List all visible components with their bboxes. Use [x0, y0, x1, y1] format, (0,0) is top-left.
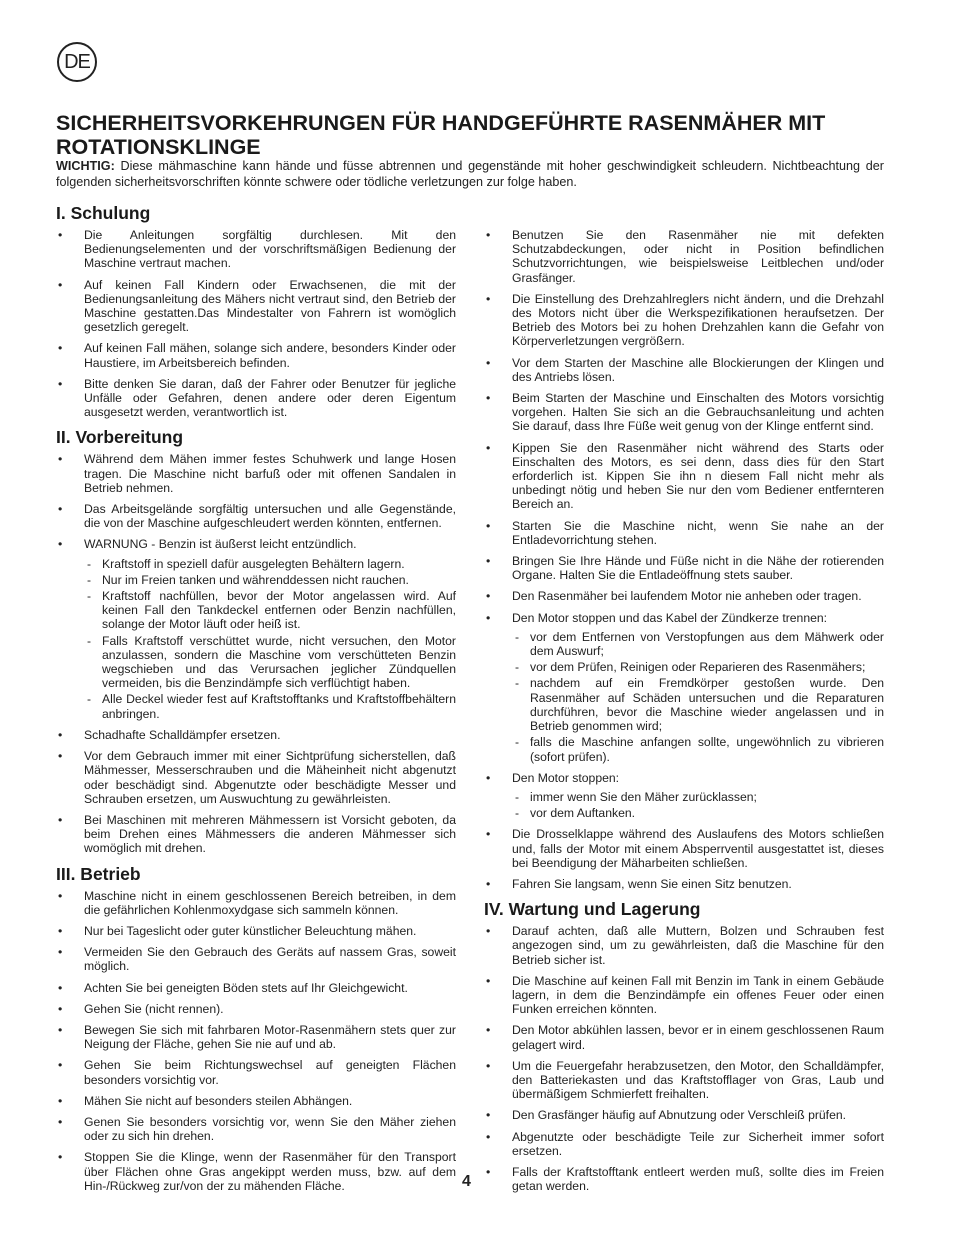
- list-item: • Mähen Sie nicht auf besonders steilen Abhängen.: [56, 1094, 456, 1108]
- left-column: [56, 202, 456, 1200]
- list-item: • Während dem Mähen immer festes Schuhwerk und lange Hosen tragen. Die Maschine nicht barfuß oder mit offenen Sandalen in Betrieb nehmen.: [56, 452, 456, 495]
- page-number: 4: [462, 1173, 471, 1190]
- list-item: • Die Einstellung des Drehzahlreglers nicht ändern, und die Drehzahl des Motors nicht über die Werkspezifikationen heraufsetzen. Der Betrieb des Motors bei zu hohen Drehzahlen kann die Gefahr von Körperverletzungen vergrößern.: [484, 292, 884, 349]
- list-item: • Bitte denken Sie daran, daß der Fahrer oder Benutzer für jegliche Unfälle oder Gefahren, denen andere oder deren Eigentum ausgesetzt werden, verantwortlich ist.: [56, 377, 456, 420]
- right-column: [484, 202, 884, 1200]
- list-item: • Starten Sie die Maschine nicht, wenn Sie nahe an der Entladevorrichtung stehen.: [484, 519, 884, 547]
- list-item-warning: [56, 537, 456, 720]
- list-item: • Die Maschine auf keinen Fall mit Benzin im Tank in einem Gebäude lagern, in dem die Benzindämpfe ein offenes Feuer oder einen Funken erreichen könnten.: [484, 974, 884, 1017]
- schulung-list: [56, 228, 456, 419]
- section-heading-vorbereitung: II. Vorbereitung: [56, 427, 184, 448]
- sub-item: - Kraftstoff nachfüllen, bevor der Motor angelassen wird. Auf keinen Fall den Tankdeckel entfernen oder Benzin nachfüllen, solange der Motor läuft oder heiß ist.: [84, 589, 456, 632]
- list-item: • Stoppen Sie die Klinge, wenn der Rasenmäher für den Transport über Flächen ohne Gras angekippt werden muss, bzw. auf dem Hin-/Rückweg zur/von der zu mähenden Fläche.: [56, 1150, 456, 1193]
- list-item: • Gehen Sie (nicht rennen).: [56, 1002, 456, 1016]
- sub-item: - Alle Deckel wieder fest auf Kraftstofftanks und Kraftstoffbehältern anbringen.: [84, 692, 456, 720]
- list-item-stop-engine: [484, 611, 884, 764]
- list-item: • Benutzen Sie den Rasenmäher nie mit defekten Schutzabdeckungen, oder nicht in Position befindlichen Schutzvorrichtungen, wie beispielsweise Leitblechen und/oder Grasfänger.: [484, 228, 884, 285]
- engine-stop-sublist: [512, 790, 884, 820]
- list-item: • Kippen Sie den Rasenmäher nicht während des Starts oder Einschalten des Motors, es sei denn, dass dies für den Start erforderlich ist. Kippen Sie ihn n diesem Fall nicht mehr als unbedingt nötig und heben Sie nur den vom Bediener entfernteren Bereich an.: [484, 441, 884, 512]
- list-item: • Auf keinen Fall mähen, solange sich andere, besonders Kinder oder Haustiere, im Arbeitsbereich befinden.: [56, 341, 456, 369]
- engine-stop-text: Den Motor stoppen:: [512, 770, 620, 785]
- list-item: • Fahren Sie langsam, wenn Sie einen Sitz benutzen.: [484, 877, 884, 891]
- list-item: • Die Anleitungen sorgfältig durchlesen. Mit den Bedienungselementen und der vorschriftsmäßigen Bedienung der Maschine vertraut machen.: [56, 228, 456, 271]
- intro-label: WICHTIG:: [56, 159, 115, 173]
- list-item: • Gehen Sie beim Richtungswechsel auf geneigten Flächen besonders vorsichtig vor.: [56, 1058, 456, 1086]
- sub-item: - vor dem Prüfen, Reinigen oder Reparieren des Rasenmähers;: [512, 660, 884, 674]
- warning-text: WARNUNG - Benzin ist äußerst leicht entzündlich.: [84, 537, 357, 552]
- sub-item: - immer wenn Sie den Mäher zurücklassen;: [512, 790, 884, 804]
- sub-item: - Nur im Freien tanken und währenddessen nicht rauchen.: [84, 573, 456, 587]
- betrieb-list: [56, 889, 456, 1193]
- list-item: • Die Drosselklappe während des Auslaufens des Motors schließen und, falls der Motor mit einem Absperrventil ausgestattet ist, dieses bei Beendigung der Mäharbeiten schließen.: [484, 827, 884, 870]
- warning-sublist: [84, 557, 456, 721]
- list-item: • Vor dem Gebrauch immer mit einer Sichtprüfung sicherstellen, daß Mähmesser, Messerschrauben und die Mäheinheit nicht abgenutzt oder beschädigt sind. Abgenutzte oder beschädigte Messer und Schrauben ersetzen, um Auswuchtung zu gewährleisten.: [56, 749, 456, 806]
- page-title: SICHERHEITSVORKEHRUNGEN FÜR HANDGEFÜHRTE RASENMÄHER MIT ROTATIONSKLINGE: [56, 111, 826, 159]
- list-item: • Nur bei Tageslicht oder guter künstlicher Beleuchtung mähen.: [56, 924, 456, 938]
- list-item: • Bewegen Sie sich mit fahrbaren Motor-Rasenmähern stets quer zur Neigung der Fläche, gehen Sie nie auf und ab.: [56, 1023, 456, 1051]
- section-heading-betrieb: III. Betrieb: [56, 863, 141, 884]
- stop-engine-sublist: [512, 630, 884, 764]
- sub-item: - vor dem Auftanken.: [512, 806, 884, 820]
- list-item: • Falls der Kraftstofftank entleert werden muß, sollte dies im Freien getan werden.: [484, 1165, 884, 1193]
- list-item: • Den Rasenmäher bei laufendem Motor nie anheben oder tragen.: [484, 589, 884, 603]
- list-item: • Vor dem Starten der Maschine alle Blockierungen der Klingen und des Antriebs lösen.: [484, 356, 884, 384]
- list-item: • Schadhafte Schalldämpfer ersetzen.: [56, 728, 456, 742]
- stop-engine-text: Den Motor stoppen und das Kabel der Zündkerze trennen:: [512, 610, 828, 625]
- list-item: • Bei Maschinen mit mehreren Mähmessern ist Vorsicht geboten, da beim Drehen eines Mähmessers die anderen Mähmesser sich womöglich mit drehen.: [56, 813, 456, 856]
- list-item: • Maschine nicht in einem geschlossenen Bereich betreiben, in dem die gefährlichen Kohlenmoxydgase sich sammeln können.: [56, 889, 456, 917]
- list-item: • Achten Sie bei geneigten Böden stets auf Ihr Gleichgewicht.: [56, 981, 456, 995]
- list-item: • Auf keinen Fall Kindern oder Erwachsenen, die mit der Bedienungsanleitung des Mähers nicht vertraut sind, den Betrieb der Maschine gestatten.Das Mindestalter von Fahrern ist womöglich gesetzlich geregelt.: [56, 278, 456, 335]
- list-item: • Abgenutzte oder beschädigte Teile zur Sicherheit immer sofort ersetzen.: [484, 1130, 884, 1158]
- list-item: • Bringen Sie Ihre Hände und Füße nicht in die Nähe der rotierenden Organe. Halten Sie die Entladeöffnung stets sauber.: [484, 554, 884, 582]
- sub-item: - nachdem auf ein Fremdkörper gestoßen wurde. Den Rasenmäher auf Schäden untersuchen und die Reparaturen durchführen, bevor die Maschine wieder angelassen und in Betrieb genommen wird;: [512, 676, 884, 733]
- list-item: • Vermeiden Sie den Gebrauch des Geräts auf nassem Gras, soweit möglich.: [56, 945, 456, 973]
- list-item: • Das Arbeitsgelände sorgfältig untersuchen und alle Gegenstände, die von der Maschine aufgeschleudert werden könnten, entfernen.: [56, 502, 456, 530]
- sub-item: - falls die Maschine anfangen sollte, ungewöhnlich zu vibrieren (sofort prüfen).: [512, 735, 884, 763]
- section-heading-wartung: IV. Wartung und Lagerung: [484, 899, 701, 920]
- sub-item: - Kraftstoff in speziell dafür ausgelegten Behältern lagern.: [84, 557, 456, 571]
- sub-item: - Falls Kraftstoff verschüttet wurde, nicht versuchen, den Motor anzulassen, sondern die Maschine vom verschütteten Benzin wegschieben und das Verursachen jeglicher Zündquellen vermeiden, bis die Benzindämpfe sich verflüchtigt haben.: [84, 634, 456, 691]
- section-heading-schulung: I. Schulung: [56, 203, 151, 223]
- list-item: • Darauf achten, daß alle Muttern, Bolzen und Schrauben fest angezogen sind, um zu gewährleisten, daß die Maschine für den Betrieb sicher ist.: [484, 924, 884, 967]
- intro-warning: [56, 159, 884, 190]
- list-item: • Um die Feuergefahr herabzusetzen, den Motor, den Schalldämpfer, den Batteriekasten und das Kraftstofflager von Gras, Laub und übermäßigem Schmierfett freihalten.: [484, 1059, 884, 1102]
- list-item: • Den Motor abkühlen lassen, bevor er in einem geschlossenen Raum gelagert wird.: [484, 1023, 884, 1051]
- list-item: • Den Grasfänger häufig auf Abnutzung oder Verschleiß prüfen.: [484, 1108, 884, 1122]
- wartung-list: [484, 924, 884, 1193]
- intro-text: Diese mähmaschine kann hände und füsse abtrennen und gegenstände mit hoher geschwindigkeit schleudern. Nichtbeachtung der folgenden sicherheitsvorschriften könnte schwere oder tödliche verletzungen zur folge haben.: [56, 159, 884, 189]
- betrieb-list-continued: [484, 228, 884, 891]
- vorbereitung-list: [56, 452, 456, 855]
- list-item: • Genen Sie besonders vorsichtig vor, wenn Sie den Mäher ziehen oder zu sich hin drehen.: [56, 1115, 456, 1143]
- sub-item: - vor dem Entfernen von Verstopfungen aus dem Mähwerk oder dem Auswurf;: [512, 630, 884, 658]
- list-item-engine-stop: [484, 771, 884, 821]
- language-code: DE: [64, 50, 90, 73]
- list-item: • Beim Starten der Maschine und Einschalten des Motors vorsichtig vorgehen. Halten Sie sich an die Gebrauchsanleitung und achten Sie darauf, dass Ihre Füße weit genug von der Klinge entfernt sind.: [484, 391, 884, 434]
- language-badge: [57, 42, 97, 82]
